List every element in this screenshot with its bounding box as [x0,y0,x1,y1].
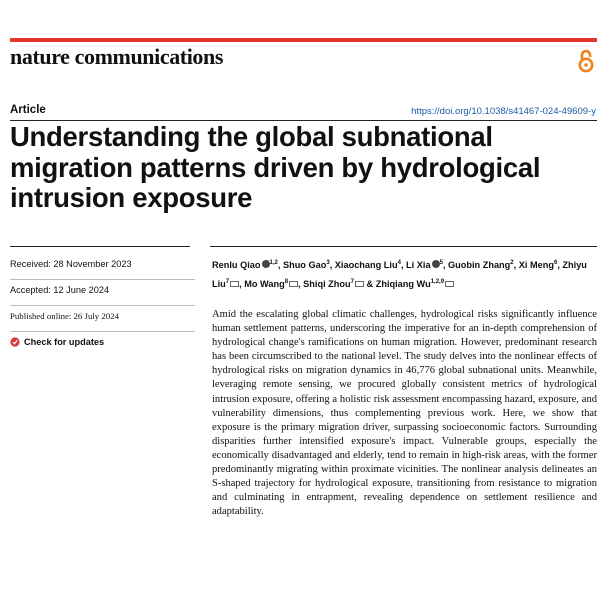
author-affiliation: 6 [553,260,558,266]
author-name: Xiaochang Liu [334,260,398,271]
author-affiliation: 7 [350,278,354,285]
author-affiliation: 2 [510,260,514,266]
author-name: Mo Wang [244,278,285,289]
abstract: Amid the escalating global climatic challenges, hydrological risks significantly influence human settlement patterns, underscoring the imperative for an in-depth comprehension of hydrological change's ramifications on human migration. However, predominant research has been circumscribed to the national level. The study delves into the nonlinear effects of hydrological risks on migration dynamics in 46,776 global subnational units. Meanwhile, leveraging remote sensing, we procured globally consistent metrics of hydrological intrusion exposure, offering a holistic risk assessment encompassing hazard, exposure, and vulnerability dimensions, thus complementing previous work. Here, we show that exposure is the primary migration driver, surpassing socioeconomic factors. Surrounding disparities further intensified exposure's impact. Vulnerable groups, especially the economically disadvantaged and elderly, tend to remain in high-risk areas, with the former predominantly migrating within proximate vicinities. The nonlinear analysis delineates an S-shaped trajectory for hydrological exposure, transitioning from resistance to migration and culminating in entrapment, revealing dependence on settlement resilience and adaptability. [212,309,597,518]
author-name: Shuo Gao [282,260,327,271]
author-name: Li Xia [406,260,431,271]
author-name: Renlu Qiao [212,260,261,271]
author-list: Renlu Qiao $^{1,2}$, Shuo Gao$^3$, Xiaochang Liu$^4$, Li Xia $^5$, Guobin Zhang$^2$, Xi Meng$^6$, Zhiyu Liu$^7$ , Mo Wang$^8$ , Shiqi Zhou$^7$ & Zhiqiang Wu$^{1,2,9}$ [212,260,587,289]
check-for-updates-link[interactable] [10,334,195,350]
article-title: Understanding the global subnational migration patterns driven by hydrological intrusion exposure [10,121,541,213]
author[interactable] [335,260,401,270]
journal-name: nature communications [10,44,224,69]
author-affiliation: 1,2 [269,260,278,266]
email-icon[interactable] [289,281,298,287]
author-affiliation: 3 [326,260,330,266]
email-icon[interactable] [230,281,239,287]
author-affiliation: 5 [439,260,443,266]
author[interactable] [212,260,278,270]
author-affiliation: 4 [397,260,401,266]
author-name: Shiqi Zhou [303,278,351,289]
author[interactable] [303,279,364,289]
open-access-icon [577,48,595,74]
received-date: Received: 28 November 2023 [10,257,195,280]
dates-rule [10,246,190,247]
author-affiliation: 8 [284,278,289,285]
author[interactable] [283,260,330,270]
author[interactable] [376,279,454,289]
journal-brand-bar [10,38,597,42]
published-date: Published online: 26 July 2024 [10,309,195,332]
publication-dates [10,257,195,350]
doi-link[interactable]: https://doi.org/10.1038/s41467-024-49609-y [411,106,596,117]
check-for-updates-icon [10,337,20,347]
author[interactable] [244,279,298,289]
author[interactable] [448,260,514,270]
author-affiliation: 7 [225,278,230,285]
author[interactable] [406,260,443,270]
article-type: Article [10,104,46,116]
orcid-icon[interactable] [262,260,270,268]
check-for-updates-label: Check for updates [24,337,105,347]
authors-rule [210,246,597,247]
author-name: Zhiyu Liu [212,260,587,289]
email-icon[interactable] [355,281,364,287]
accepted-date: Accepted: 12 June 2024 [10,283,195,306]
email-icon[interactable] [445,281,454,287]
orcid-icon[interactable] [432,260,440,268]
author[interactable] [519,260,558,270]
author-name: Xi Meng [518,260,554,271]
author-affiliation: 1,2,9 [430,278,445,285]
author-name: Zhiqiang Wu [375,278,431,289]
author-name: Guobin Zhang [448,260,511,271]
